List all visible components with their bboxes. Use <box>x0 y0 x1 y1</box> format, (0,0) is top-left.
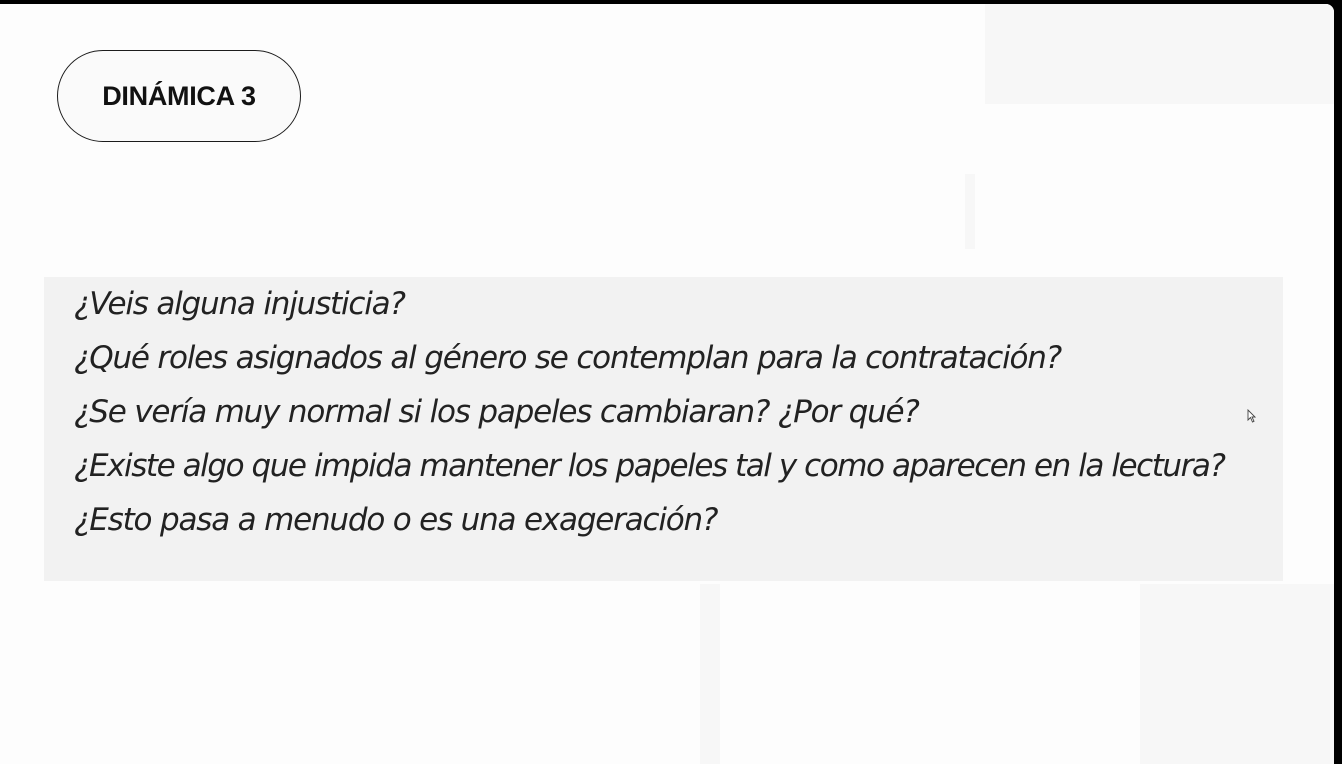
question-item: ¿Qué roles asignados al género se contemplan para la contratación? <box>74 340 1061 376</box>
slide-title: DINÁMICA 3 <box>102 80 256 111</box>
question-item: ¿Se vería muy normal si los papeles cambiaran? ¿Por qué? <box>74 394 919 430</box>
background-artifact <box>985 4 1334 104</box>
slide-title-badge <box>57 50 301 142</box>
question-item: ¿Existe algo que impida mantener los papeles tal y como aparecen en la lectura? <box>74 448 1225 484</box>
slide-window <box>0 4 1334 764</box>
background-artifact <box>700 584 720 764</box>
question-panel <box>44 277 1283 581</box>
background-artifact <box>1140 584 1334 764</box>
question-item: ¿Veis alguna injusticia? <box>74 286 405 322</box>
mouse-pointer-icon <box>1247 409 1256 423</box>
background-artifact <box>965 174 975 249</box>
question-item: ¿Esto pasa a menudo o es una exageración? <box>74 502 718 538</box>
question-list <box>74 277 1224 547</box>
